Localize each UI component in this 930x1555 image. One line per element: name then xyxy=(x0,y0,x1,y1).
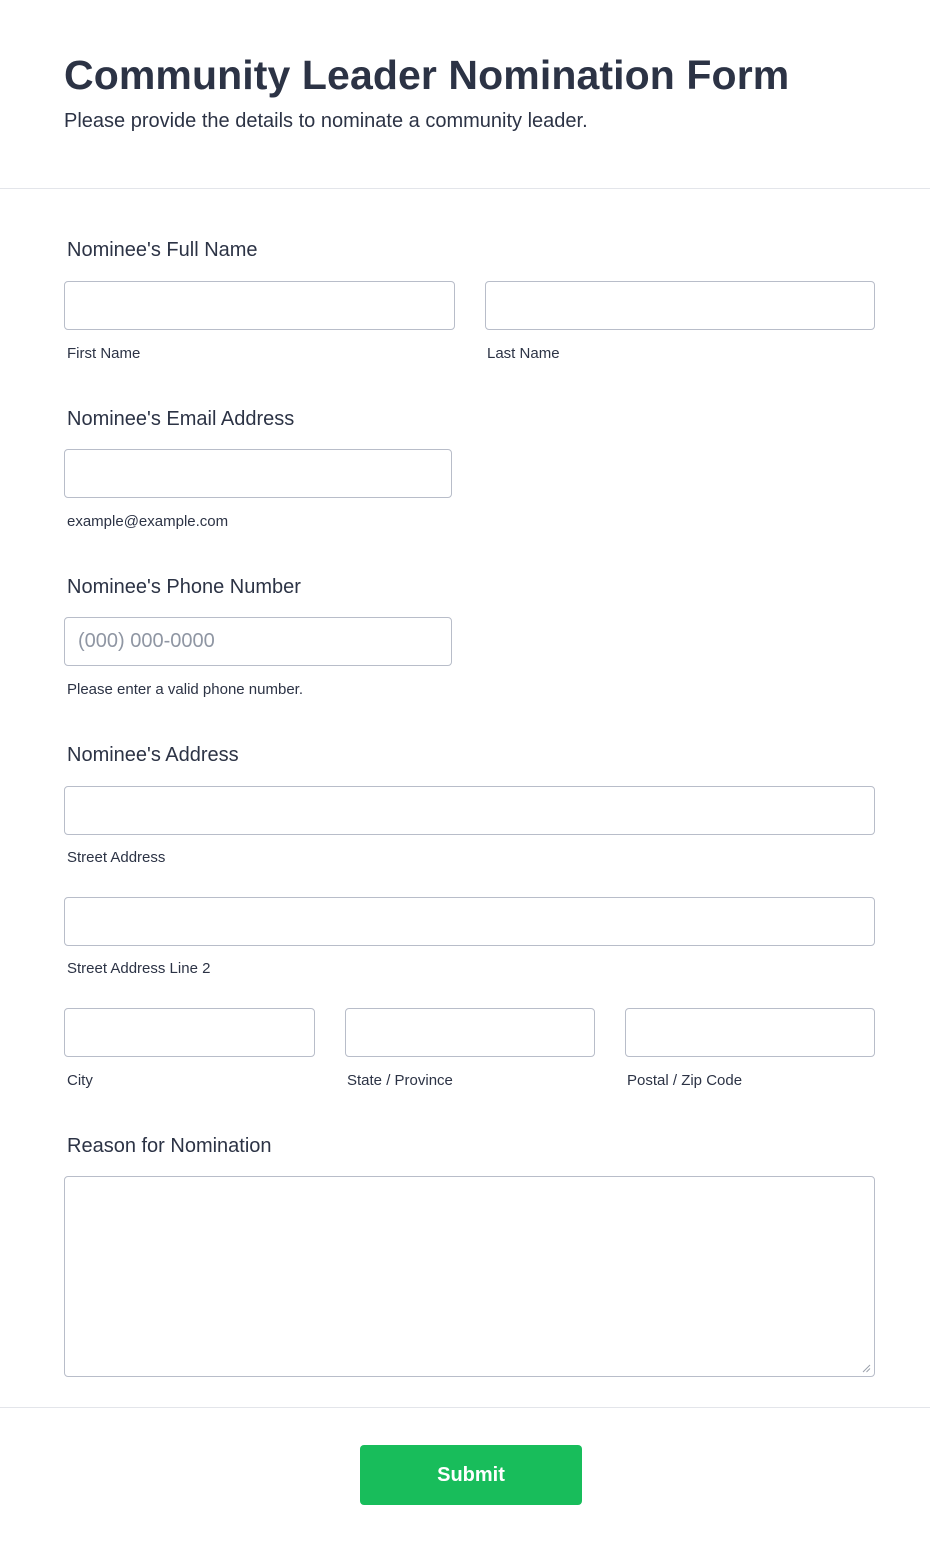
city-field[interactable] xyxy=(64,1008,315,1057)
last-name-sublabel: Last Name xyxy=(487,345,560,362)
resize-grip-icon[interactable] xyxy=(861,1363,871,1373)
email-input[interactable] xyxy=(65,450,451,497)
street-address-field[interactable] xyxy=(64,786,875,835)
phone-sublabel: Please enter a valid phone number. xyxy=(67,681,303,698)
street-address-line2-sublabel: Street Address Line 2 xyxy=(67,960,211,977)
page-title: Community Leader Nomination Form xyxy=(64,52,790,98)
postal-code-sublabel: Postal / Zip Code xyxy=(627,1072,743,1089)
phone-input[interactable] xyxy=(65,618,451,665)
page-subtitle: Please provide the details to nominate a community leader. xyxy=(64,110,588,132)
street-address-line2-field[interactable] xyxy=(64,897,875,946)
first-name-field[interactable] xyxy=(64,281,455,330)
first-name-input[interactable] xyxy=(65,282,454,329)
first-name-sublabel: First Name xyxy=(67,345,141,362)
form-header xyxy=(0,0,930,189)
address-label: Nominee's Address xyxy=(67,744,239,766)
reason-field[interactable] xyxy=(64,1176,875,1377)
submit-button[interactable]: Submit xyxy=(360,1445,582,1505)
street-address-input[interactable] xyxy=(65,787,874,834)
state-input[interactable] xyxy=(346,1009,594,1056)
city-input[interactable] xyxy=(65,1009,314,1056)
city-sublabel: City xyxy=(67,1072,93,1089)
email-sublabel: example@example.com xyxy=(67,513,229,530)
postal-code-field[interactable] xyxy=(625,1008,875,1057)
state-field[interactable] xyxy=(345,1008,595,1057)
last-name-input[interactable] xyxy=(486,282,874,329)
email-field[interactable] xyxy=(64,449,452,498)
street-address-sublabel: Street Address xyxy=(67,849,166,866)
reason-label: Reason for Nomination xyxy=(67,1135,272,1157)
full-name-label: Nominee's Full Name xyxy=(67,239,258,261)
state-sublabel: State / Province xyxy=(347,1072,453,1089)
street-address-line2-input[interactable] xyxy=(65,898,874,945)
phone-field[interactable] xyxy=(64,617,452,666)
postal-code-input[interactable] xyxy=(626,1009,874,1056)
phone-label: Nominee's Phone Number xyxy=(67,576,301,598)
email-label: Nominee's Email Address xyxy=(67,408,295,430)
reason-textarea[interactable] xyxy=(65,1177,874,1376)
last-name-field[interactable] xyxy=(485,281,875,330)
